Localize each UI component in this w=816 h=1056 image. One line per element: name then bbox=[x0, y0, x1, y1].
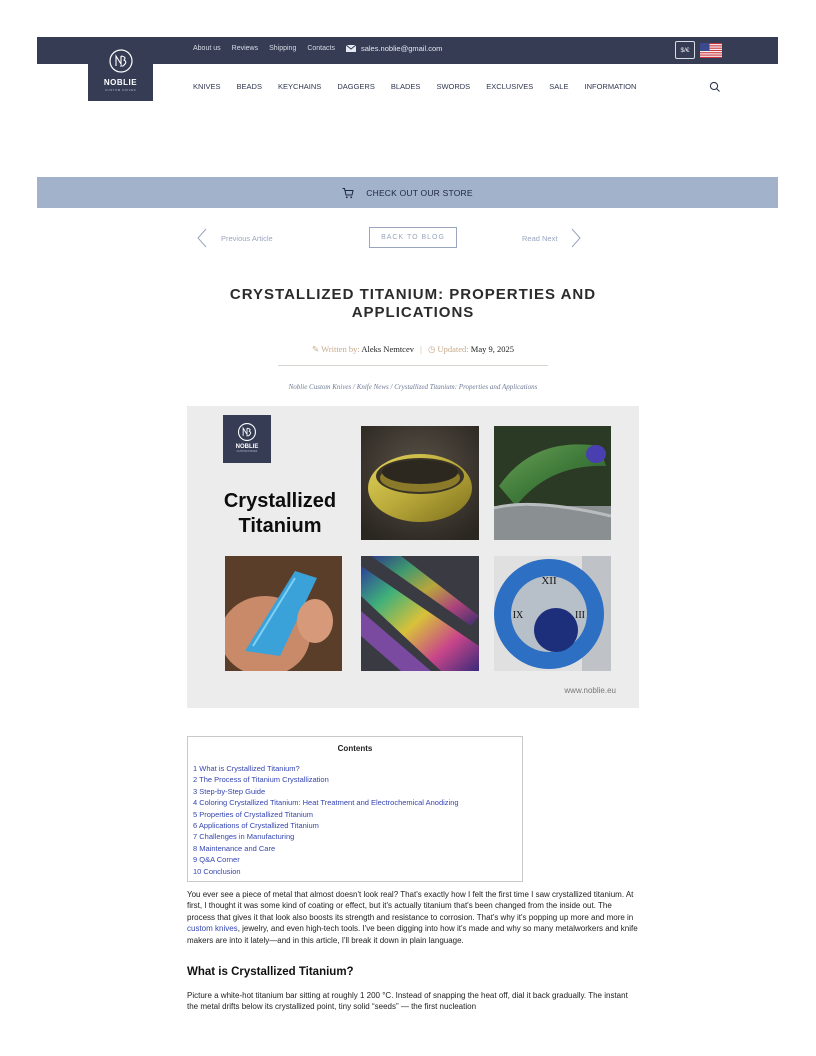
nav-item-beads[interactable]: BEADS bbox=[236, 82, 262, 91]
meta-divider: | bbox=[420, 344, 422, 354]
cart-icon bbox=[342, 187, 354, 199]
author-label: ✎ Written by: bbox=[311, 344, 360, 354]
store-banner[interactable] bbox=[37, 177, 778, 208]
toc-list bbox=[193, 763, 459, 877]
section-paragraph: Picture a white-hot titanium bar sitting at roughly 1 200 °C. Instead of snapping the heat off, dial it back gradually. The instant the metal drifts below its crystallized point, tiny solid “seeds” — the first nucleation bbox=[187, 991, 628, 1012]
article-meta bbox=[278, 344, 548, 355]
nav-item-sale[interactable]: SALE bbox=[549, 82, 569, 91]
top-link-shipping[interactable]: Shipping bbox=[269, 45, 297, 52]
toc-item[interactable]: 3 Step-by-Step Guide bbox=[193, 786, 266, 796]
toc-item[interactable]: 7 Challenges in Manufacturing bbox=[193, 832, 295, 842]
gold-ring-photo bbox=[361, 426, 479, 540]
updated-date: May 9, 2025 bbox=[470, 344, 514, 354]
us-flag-icon[interactable] bbox=[700, 43, 722, 58]
hero-image bbox=[187, 406, 639, 708]
toc-item[interactable]: 4 Coloring Crystallized Titanium: Heat Treatment and Electrochemical Anodizing bbox=[193, 798, 459, 808]
currency-switcher[interactable]: $/€ bbox=[675, 41, 695, 59]
mail-icon bbox=[346, 45, 356, 52]
hero-watermark-url: www.noblie.eu bbox=[564, 686, 616, 695]
table-of-contents bbox=[187, 736, 523, 882]
back-to-blog-button[interactable]: BACK TO BLOG bbox=[369, 227, 457, 248]
search-icon[interactable] bbox=[709, 81, 721, 93]
nav-item-knives[interactable]: KNIVES bbox=[193, 82, 221, 91]
hero-logo bbox=[223, 415, 271, 463]
nav-item-keychains[interactable]: KEYCHAINS bbox=[277, 82, 322, 91]
top-link-reviews[interactable]: Reviews bbox=[231, 45, 259, 52]
previous-article-link[interactable] bbox=[197, 228, 273, 248]
previous-article-label: Previous Article bbox=[221, 233, 273, 243]
nav-item-daggers[interactable]: DAGGERS bbox=[337, 82, 375, 91]
updated-label: ◷ Updated: bbox=[427, 344, 469, 354]
logo-emblem-icon bbox=[237, 422, 257, 442]
green-bracelet-photo bbox=[494, 426, 611, 540]
toc-item[interactable]: 1 What is Crystallized Titanium? bbox=[193, 764, 300, 773]
author-name[interactable]: Aleks Nemtcev bbox=[361, 344, 414, 354]
toc-item[interactable]: 2 The Process of Titanium Crystallization bbox=[193, 775, 329, 785]
logo-emblem-icon bbox=[108, 48, 134, 74]
hero-logo-word: NOBLIE bbox=[235, 444, 259, 450]
toc-item[interactable]: 5 Properties of Crystallized Titanium bbox=[193, 809, 314, 819]
svg-text:XII: XII bbox=[541, 575, 557, 587]
hero-logo-tagline: CUSTOM KNIVES bbox=[236, 450, 258, 453]
nav-item-information[interactable]: INFORMATION bbox=[584, 82, 637, 91]
top-link-contacts[interactable]: Contacts bbox=[307, 45, 335, 52]
svg-text:III: III bbox=[575, 610, 585, 621]
blue-watch-dial-photo bbox=[494, 556, 611, 671]
store-banner-label: CHECK OUT OUR STORE bbox=[366, 187, 473, 198]
meta-divider-line bbox=[278, 365, 548, 366]
chevron-left-icon bbox=[197, 228, 207, 248]
site-logo[interactable] bbox=[88, 37, 153, 101]
top-links bbox=[193, 44, 442, 53]
top-link-about[interactable]: About us bbox=[193, 45, 221, 52]
nav-item-blades[interactable]: BLADES bbox=[390, 82, 421, 91]
section-heading: What is Crystallized Titanium? bbox=[187, 966, 354, 978]
chevron-right-icon bbox=[571, 228, 581, 248]
nav-item-swords[interactable]: SWORDS bbox=[436, 82, 471, 91]
toc-item[interactable]: 8 Maintenance and Care bbox=[193, 843, 276, 853]
toc-item[interactable]: 9 Q&A Corner bbox=[193, 855, 240, 865]
rainbow-blades-photo bbox=[361, 556, 479, 671]
nav-item-exclusives[interactable]: EXCLUSIVES bbox=[486, 82, 534, 91]
toc-title: Contents bbox=[337, 744, 373, 753]
toc-item[interactable]: 10 Conclusion bbox=[193, 866, 241, 876]
logo-tagline: CUSTOM KNIVES bbox=[104, 88, 137, 92]
custom-knives-link[interactable]: custom knives bbox=[187, 924, 238, 934]
blue-knife-photo bbox=[225, 556, 342, 671]
hero-title: Crystallized Titanium bbox=[223, 490, 337, 537]
toc-item[interactable]: 6 Applications of Crystallized Titanium bbox=[193, 821, 319, 831]
svg-text:IX: IX bbox=[512, 610, 524, 621]
logo-word: NOBLIE bbox=[103, 78, 138, 87]
main-nav bbox=[193, 82, 652, 91]
read-next-link[interactable] bbox=[522, 228, 581, 248]
email-link[interactable]: sales.noblie@gmail.com bbox=[360, 44, 443, 53]
read-next-label: Read Next bbox=[522, 233, 558, 243]
breadcrumb[interactable]: Noblie Custom Knives / Knife News / Crystallized Titanium: Properties and Applications bbox=[288, 383, 538, 391]
page-title: CRYSTALLIZED TITANIUM: PROPERTIES AND APPLICATIONS bbox=[229, 286, 597, 321]
intro-paragraph: You ever see a piece of metal that almost doesn't look real? That's exactly how I felt the first time I saw crystallized titanium. At first, I thought it was some kind of coating or effect, but it's actually titanium that's been changed from the inside out. The process that gives it that look also boosts its strength and resistance to corrosion. That's why it's popping up more and more in custom knives, jewelry, and even high-tech tools. I've been digging into how it's made and why so many metalworkers and knife makers are into it lately—and in this article, I'll break it down in plain language. bbox=[187, 890, 638, 945]
